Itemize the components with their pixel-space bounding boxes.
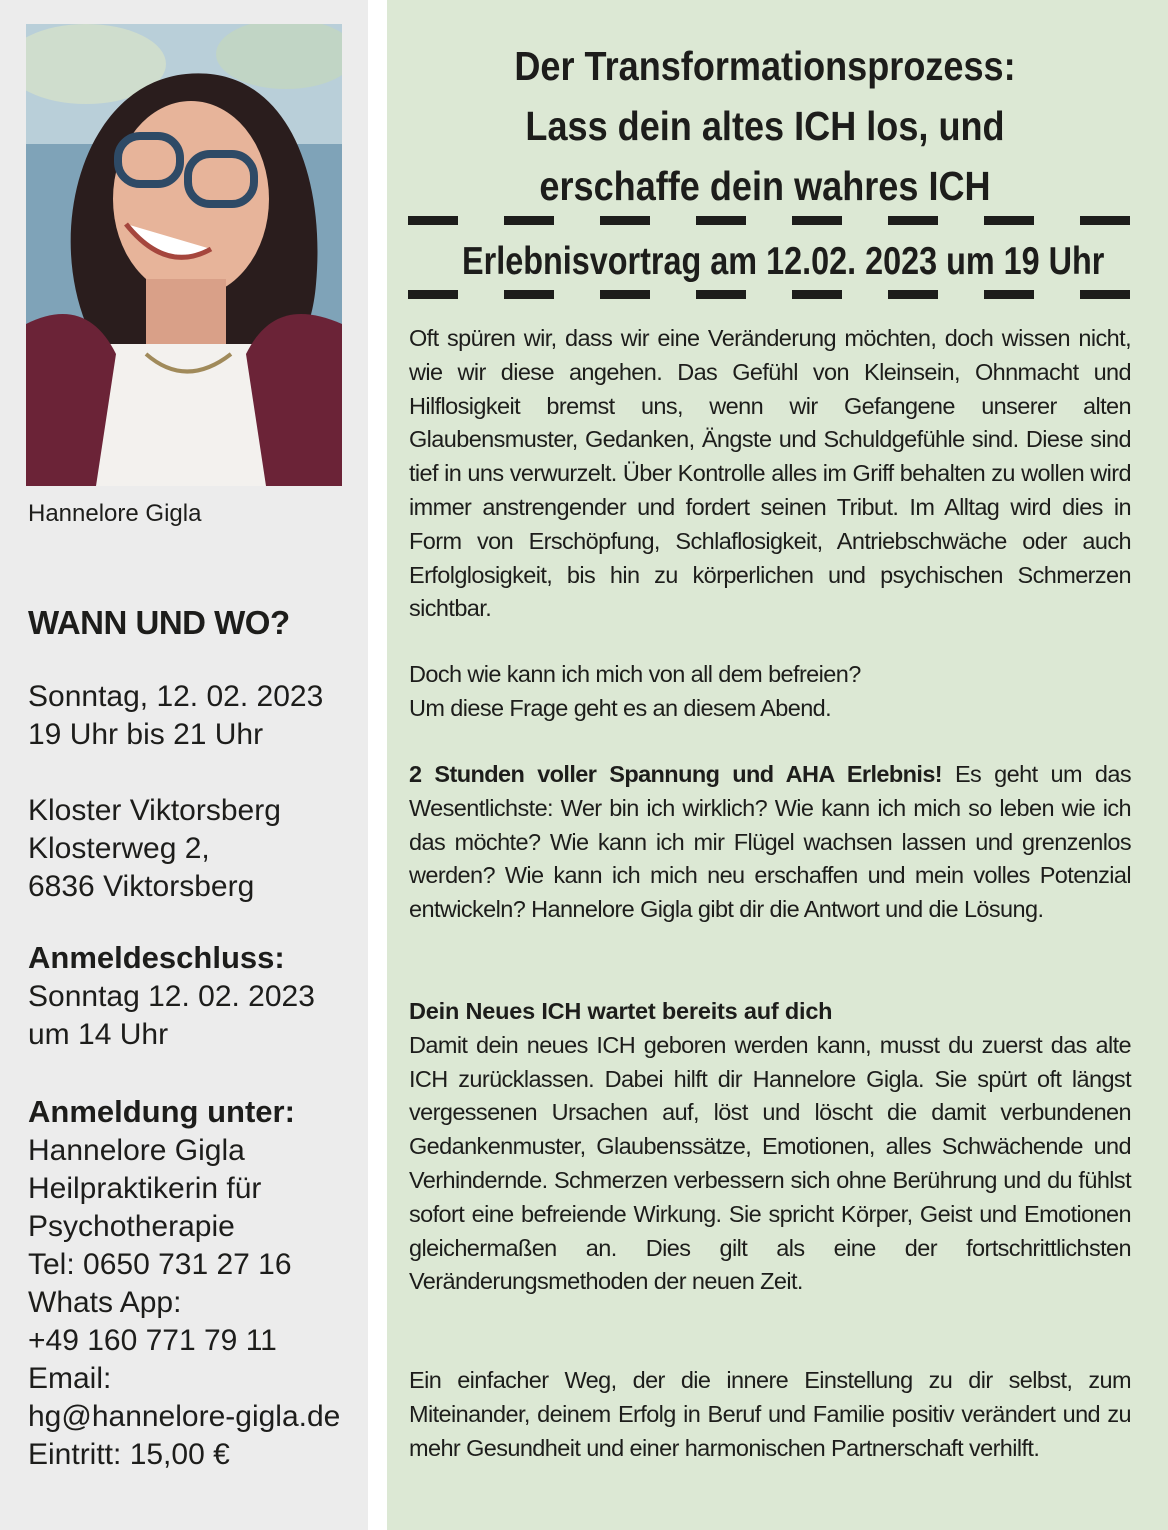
admission-price: Eintritt: 15,00 € (28, 1438, 230, 1471)
location-line: 6836 Viktorsberg (28, 870, 255, 903)
highlight-text: Es geht um das Wesentlichste: Wer bin ich wirklich? Wie kann ich mich so leben wie ich das möchte? Wie kann ich mir Flügel wachsen lassen und grenzenlos werden? Wie kann ich mich neu erschaffen und mein volles Potenzial entwickeln? Hannelore Gigla gibt dir die Antwort und die Lösung. (409, 761, 1131, 923)
question-paragraph (409, 658, 1131, 726)
dashed-divider-bottom (408, 290, 1130, 299)
contact-info (28, 1132, 340, 1474)
question-line: Doch wie kann ich mich von all dem befreien? (409, 661, 861, 687)
deadline-line: um 14 Uhr (28, 1018, 169, 1051)
location-line: Kloster Viktorsberg (28, 794, 281, 827)
registration-heading: Anmeldung unter: (28, 1094, 295, 1129)
when-where-heading: WANN UND WO? (28, 604, 290, 641)
contact-name: Hannelore Gigla (28, 1134, 245, 1167)
contact-email: hg@hannelore-gigla.de (28, 1400, 341, 1433)
deadline-heading: Anmeldeschluss: (28, 940, 285, 975)
article-title (444, 36, 1086, 216)
contact-role: Heilpraktikerin für (28, 1172, 262, 1205)
section-heading: Dein Neues ICH wartet bereits auf dich (409, 998, 833, 1024)
contact-whatsapp-label: Whats App: (28, 1286, 182, 1319)
title-line: Lass dein altes ICH los, und (525, 103, 1005, 149)
title-line: erschaffe dein wahres ICH (539, 163, 991, 209)
highlight-paragraph (409, 758, 1131, 927)
deadline-info (28, 978, 315, 1054)
new-self-section (409, 995, 1131, 1299)
portrait-photo (26, 24, 342, 486)
contact-whatsapp: +49 160 771 79 11 (28, 1324, 277, 1357)
closing-paragraph: Ein einfacher Weg, der die innere Einstellung zu dir selbst, zum Miteinander, deinem Erfolg in Beruf und Familie positiv verändert und zu mehr Gesundheit und einer harmonischen Partnerschaft verhilft. (409, 1367, 1131, 1461)
section-text: Damit dein neues ICH geboren werden kann, musst du zuerst das alte ICH zurücklassen. Dabei hilft dir Hannelore Gigla. Sie spürt oft längst vergessenen Ursachen auf, löst und löscht die damit verbundenen Gedankenmuster, Glaubenssätze, Emotionen, alles Schwächende und Verhindernde. Schmerzen verbessern sich ohne Berührung und du fühlst sofort eine befreiende Wirkung. Sie spricht Körper, Geist und Emotionen gleichermaßen an. Dies gilt als eine der fortschrittlichsten Veränderungsmethoden der neuen Zeit. (409, 1031, 1131, 1295)
deadline-line: Sonntag 12. 02. 2023 (28, 980, 315, 1013)
event-date (28, 678, 323, 754)
question-line: Um diese Frage geht es an diesem Abend. (409, 694, 832, 721)
event-subtitle: Erlebnisvortrag am 12.02. 2023 um 19 Uhr (462, 240, 1105, 283)
highlight-lead: 2 Stunden voller Spannung und AHA Erlebnis! (409, 761, 943, 787)
intro-paragraph: Oft spüren wir, dass wir eine Veränderung möchten, doch wissen nicht, wie wir diese angehen. Das Gefühl von Kleinsein, Ohnmacht und Hilflosigkeit bremst uns, wenn wir Gefangene unserer alten Glaubensmuster, Gedanken, Ängste und Schuldgefühle sind. Diese sind tief in uns verwurzelt. Über Kontrolle alles im Griff behalten zu wollen wird immer anstrengender und fordert seinen Tribut. Im Alltag wird dies in Form von Erschöpfung, Schlaflosigkeit, Antriebschwäche oder auch Erfolglosigkeit, bis hin zu körperlichen und psychischen Schmerzen sichtbar. (409, 325, 1131, 622)
event-location (28, 792, 281, 906)
contact-phone: Tel: 0650 731 27 16 (28, 1248, 292, 1281)
title-line: Der Transformationsprozess: (514, 43, 1016, 89)
date-line: Sonntag, 12. 02. 2023 (28, 680, 324, 713)
photo-caption: Hannelore Gigla (28, 500, 202, 527)
contact-role: Psychotherapie (28, 1210, 235, 1243)
dashed-divider-top (408, 216, 1130, 225)
contact-email-label: Email: (28, 1362, 112, 1395)
time-line: 19 Uhr bis 21 Uhr (28, 718, 264, 751)
location-line: Klosterweg 2, (28, 832, 210, 865)
